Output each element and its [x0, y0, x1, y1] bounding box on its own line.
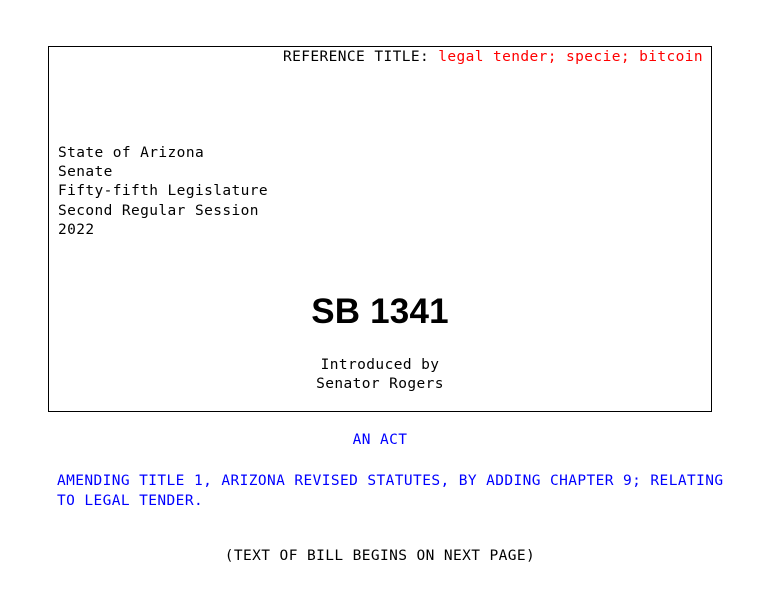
bill-number: SB 1341: [311, 292, 449, 331]
session-info: [58, 144, 268, 240]
state-name: State of Arizona: [58, 145, 205, 161]
session-name: Second Regular Session: [58, 202, 259, 219]
introduced-by: [49, 356, 711, 394]
act-heading: AN ACT: [352, 432, 408, 448]
act-title: [57, 472, 724, 511]
bill-cover-box: [48, 46, 712, 412]
session-year: 2022: [58, 221, 95, 238]
text-begins-note: (TEXT OF BILL BEGINS ON NEXT PAGE): [224, 548, 536, 564]
legislature-name: Fifty-fifth Legislature: [58, 183, 268, 200]
act-title-line: AMENDING TITLE 1, ARIZONA REVISED STATUTES, BY ADDING CHAPTER 9; RELATING: [57, 473, 724, 489]
reference-title: [283, 49, 703, 65]
reference-title-value: legal tender; specie; bitcoin: [438, 49, 703, 65]
sponsor-name: Senator Rogers: [316, 376, 444, 393]
introduced-by-label: Introduced by: [320, 357, 440, 373]
reference-title-label: REFERENCE TITLE:: [283, 49, 430, 65]
act-title-line: TO LEGAL TENDER.: [57, 492, 204, 509]
chamber-name: Senate: [58, 164, 113, 181]
